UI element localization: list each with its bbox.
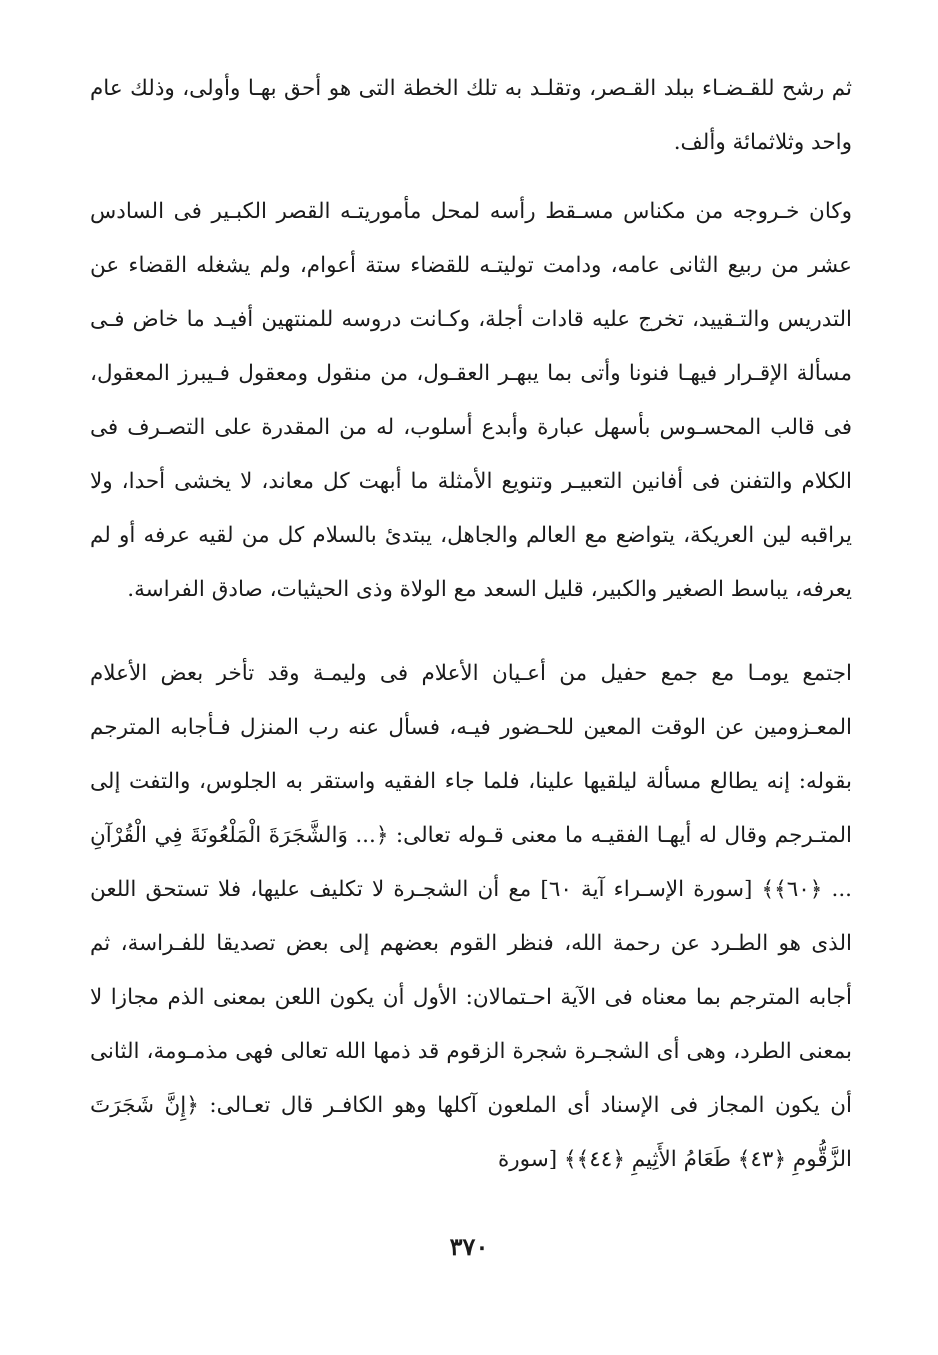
paragraph-biography [90,185,852,617]
paragraph-appointment [90,62,852,170]
page-number: ٣٧٠ [449,1232,489,1261]
paragraph-anecdote [90,647,852,1187]
paragraph-text: اجتمع يومـا مع جمع حفيل من أعـيان الأعلام فى وليمـة وقد تأخر بعض الأعلام المعـزومين عن الوقت المعين للحـضور فيـه، فسأل عنه رب المنزل فـأجابه المترجم بقوله: إنه يطالع مسألة ليلقيها علينا، فلما جاء الفقيه واستقر به الجلوس، والتفت إلى المتـرجم وقال له أيهـا الفقيـه ما معنى قـوله تعالى: ﴿... وَالشَّجَرَةَ الْمَلْعُونَةَ فِي الْقُرْآنِ ... ﴿٦٠﴾﴾ [سورة الإسـراء آية ٦٠] مع أن الشجـرة لا تكليف عليها، فلا تستحق اللعن الذى هو الطـرد عن رحمة الله، فنظر القوم بعضهم إلى بعض تصديقا للفـراسة، ثم أجابه المترجم بما معناه فى الآية احـتمالان: الأول أن يكون اللعن بمعنى الذم مجازا لا بمعنى الطرد، وهى أى الشجـرة شجرة الزقوم قد ذمها الله تعالى فهى مذمـومة، الثانى أن يكون المجاز فى الإسناد أى الملعون آكلها وهو الكافـر قال تعـالى: ﴿إِنَّ شَجَرَتَ الزَّقُّومِ ﴿٤٣﴾ طَعَامُ الأَثِيمِ ﴿٤٤﴾﴾ [سورة [90,661,853,1172]
paragraph-text: ثم رشح للقـضـاء ببلد القـصر، وتقلـد به تلك الخطة التى هو أحق بهـا وأولى، وذلك عام واحد وثلاثمائة وألف. [90,76,852,155]
paragraph-text: وكان خـروجه من مكناس مسـقط رأسه لمحل مأموريتـه القصر الكبـير فى السادس عشر من ربيع الثانى عامه، ودامت توليتـه للقضاء ستة أعوام، ولم يشغله القضاء عن التدريس والتـقييد، تخرج عليه قادات أجلة، وكـانت دروسه للمنتهين أفيـد ما خاض فـى مسألة الإقـرار فيهـا فنونا وأتى بما يبهـر العقـول، من منقول ومعقول فـيبرز المعقول، فى قالب المحسـوس بأسهل عبارة وأبدع أسلوب، له من المقدرة على التصـرف فى الكلام والتفنن فى أفانين التعبيـر وتنويع الأمثلة ما أبهت كل معاند، لا يخشى أحدا، ولا يراقبه لين العريكة، يتواضع مع العالم والجاهل، يبتدئ بالسلام كل من لقيه عرفه أو لم يعرفه، يباسط الصغير والكبير، قليل السعد مع الولاة وذى الحيثيات، صادق الفراسة. [90,199,852,602]
